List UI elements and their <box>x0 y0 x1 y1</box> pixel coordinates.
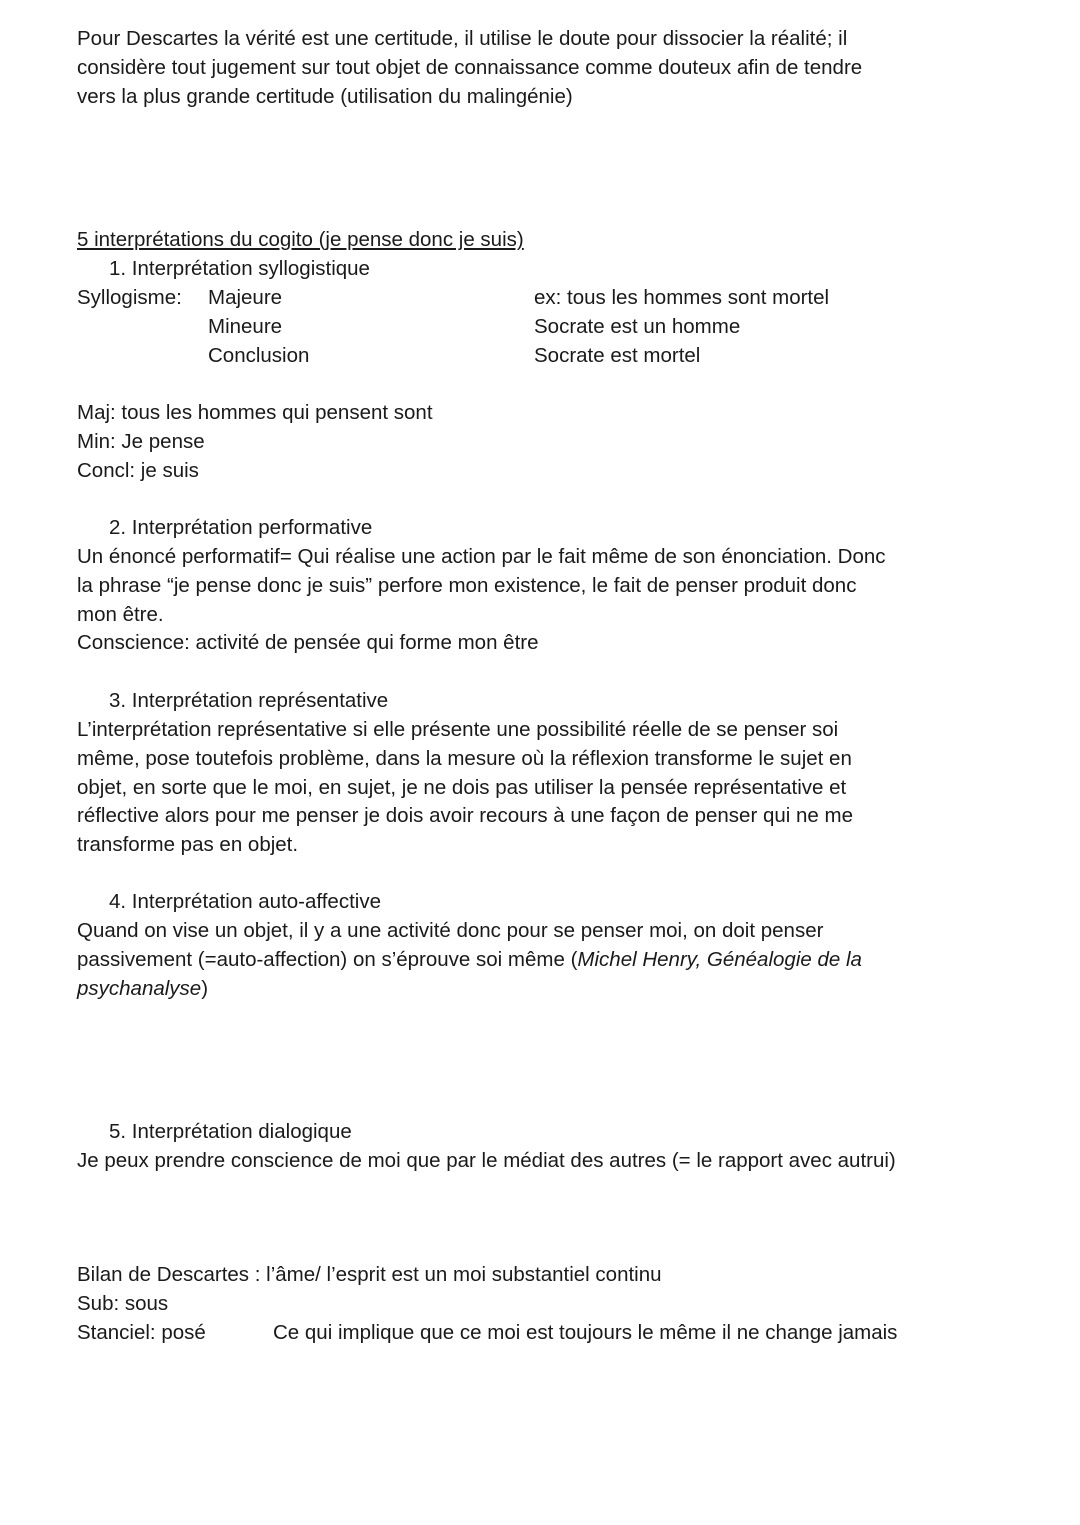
representative-line-4: réflective alors pour me penser je dois avoir recours à une façon de penser qui ne me <box>77 804 854 828</box>
intro-line-3: vers la plus grande certitude (utilisation du malingénie) <box>77 84 573 108</box>
citation-close-paren: ) <box>201 976 209 1000</box>
performative-line-2: la phrase “je pense donc je suis” perfore mon existence, le fait de penser produit donc <box>77 573 857 597</box>
example-conclusion: Socrate est mortel <box>534 344 701 367</box>
intro-line-1: Pour Descartes la vérité est une certitude, il utilise le doute pour dissocier la réalité; il <box>77 27 848 50</box>
auto-affective-line-2-text: passivement (=auto-affection) on s’éprouve soi même ( <box>77 947 578 971</box>
performative-line-3: mon être. <box>77 602 164 626</box>
term-majeure: Majeure <box>208 286 283 309</box>
bilan-line-2: Sub: sous <box>77 1292 169 1315</box>
cogito-syllogism <box>77 399 977 485</box>
dialogique-line: Je peux prendre conscience de moi que par le médiat des autres (= le rapport avec autrui) <box>77 1149 896 1172</box>
min-line: Min: Je pense <box>77 429 205 453</box>
citation-title-end: psychanalyse <box>77 976 202 1000</box>
intro-line-2: considère tout jugement sur tout objet de connaissance comme douteux afin de tendre <box>77 55 863 79</box>
syllogism-label: Syllogisme: <box>77 286 182 309</box>
citation-author-title: Michel Henry, Généalogie de la <box>577 947 862 971</box>
maj-line: Maj: tous les hommes qui pensent sont <box>77 401 433 424</box>
auto-affective-line-1: Quand on vise un objet, il y a une activité donc pour se penser moi, on doit penser <box>77 919 824 942</box>
performative-paragraph <box>77 543 977 658</box>
term-conclusion: Conclusion <box>208 344 310 367</box>
representative-line-3: objet, en sorte que le moi, en sujet, je ne dois pas utiliser la pensée représentative et <box>77 775 847 799</box>
performative-line-4: Conscience: activité de pensée qui forme mon être <box>77 631 539 655</box>
heading-dialogique: 5. Interprétation dialogique <box>109 1120 352 1143</box>
bilan-line-1: Bilan de Descartes : l’âme/ l’esprit est un moi substantiel continu <box>77 1263 662 1286</box>
heading-representative: 3. Interprétation représentative <box>109 689 389 712</box>
representative-paragraph <box>77 716 977 860</box>
representative-line-5: transforme pas en objet. <box>77 833 299 857</box>
performative-line-1: Un énoncé performatif= Qui réalise une action par le fait même de son énonciation. Donc <box>77 545 886 568</box>
example-majeure: ex: tous les hommes sont mortel <box>534 286 830 309</box>
heading-auto-affective: 4. Interprétation auto-affective <box>109 890 381 913</box>
heading-performative: 2. Interprétation performative <box>109 516 373 539</box>
heading-syllogistique: 1. Interprétation syllogistique <box>109 257 370 280</box>
auto-affective-line-3 <box>77 975 977 1004</box>
term-mineure: Mineure <box>208 315 283 338</box>
bilan-stanciel-text: Ce qui implique que ce moi est toujours le même il ne change jamais <box>273 1321 898 1344</box>
concl-line: Concl: je suis <box>77 458 199 482</box>
representative-line-2: même, pose toutefois problème, dans la mesure où la réflexion transforme le sujet en <box>77 746 852 770</box>
intro-paragraph <box>77 25 977 111</box>
section-title: 5 interprétations du cogito (je pense donc je suis) <box>77 228 524 251</box>
representative-line-1: L’interprétation représentative si elle présente une possibilité réelle de se penser soi <box>77 718 839 741</box>
example-mineure: Socrate est un homme <box>534 315 741 338</box>
auto-affective-line-2 <box>77 946 977 975</box>
auto-affective-paragraph <box>77 917 977 1003</box>
bilan-stanciel-label: Stanciel: posé <box>77 1321 206 1344</box>
